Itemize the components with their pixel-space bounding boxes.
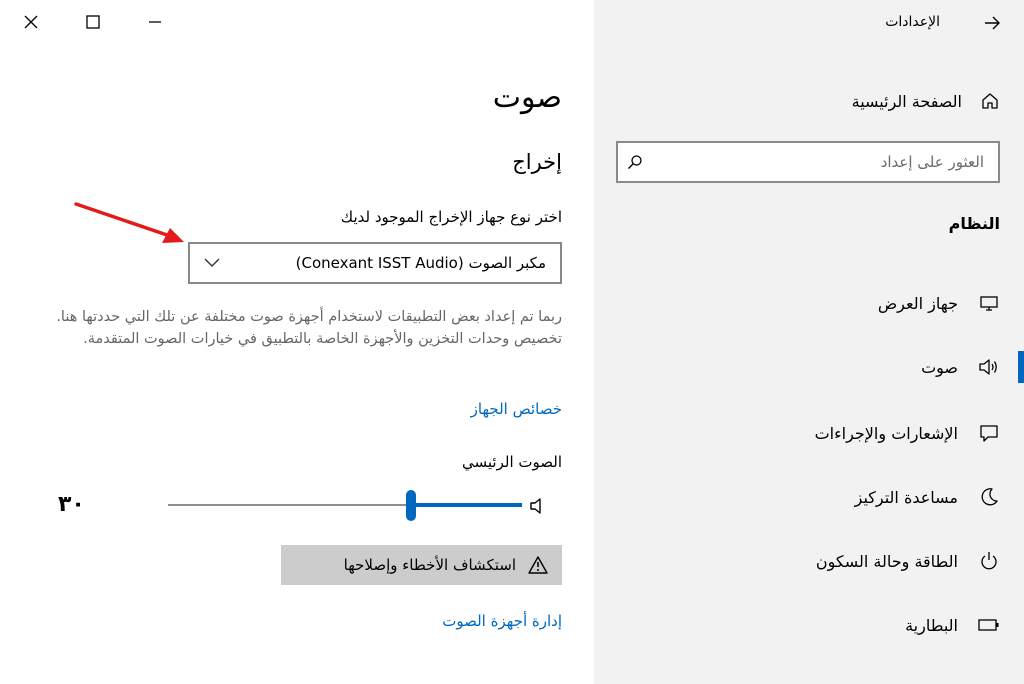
sidebar-item-display[interactable] [594, 278, 1024, 328]
sidebar-item-battery[interactable] [594, 600, 1024, 650]
speaker-icon [978, 356, 1000, 378]
troubleshoot-button[interactable] [281, 545, 562, 585]
power-icon [978, 550, 1000, 572]
device-prompt-label: اختر نوع جهاز الإخراج الموجود لديك [340, 208, 562, 226]
chevron-down-icon [204, 255, 220, 271]
maximize-button[interactable] [82, 11, 104, 33]
sidebar-item-label: الإشعارات والإجراءات [814, 423, 958, 443]
notification-icon [978, 422, 1000, 444]
troubleshoot-label: استكشاف الأخطاء وإصلاحها [343, 556, 516, 574]
close-button[interactable] [20, 11, 42, 33]
sidebar-item-sound[interactable] [594, 342, 1024, 392]
sidebar-item-focus-assist[interactable] [594, 472, 1024, 522]
close-icon [24, 15, 38, 29]
monitor-icon [978, 292, 1000, 314]
warning-icon [528, 555, 548, 575]
home-icon [980, 91, 1000, 111]
sidebar-item-label: مساعدة التركيز [854, 487, 958, 507]
output-device-value: مكبر الصوت (Conexant ISST Audio) [295, 254, 546, 272]
slider-fill [412, 503, 522, 507]
slider-thumb[interactable] [406, 490, 416, 521]
speaker-mute-button[interactable] [528, 495, 550, 517]
search-input[interactable] [652, 143, 998, 181]
search-box[interactable] [616, 141, 1000, 183]
back-button[interactable] [981, 12, 1003, 34]
annotation-arrow-icon [70, 198, 190, 246]
minimize-button[interactable] [144, 11, 166, 33]
system-section-title: النظام [948, 214, 1000, 233]
speaker-icon [528, 495, 550, 517]
sidebar-item-notifications[interactable] [594, 408, 1024, 458]
app-title: الإعدادات [885, 14, 940, 30]
sidebar-item-home[interactable] [600, 87, 1000, 115]
volume-slider[interactable] [168, 490, 522, 522]
sidebar-item-label: البطارية [905, 615, 958, 635]
settings-sidebar [594, 0, 1024, 684]
sidebar-item-label: صوت [921, 357, 958, 377]
volume-value: ٣٠ [58, 492, 85, 517]
manage-sound-devices-link[interactable]: إدارة أجهزة الصوت [442, 612, 562, 630]
search-icon [618, 143, 652, 181]
output-device-dropdown[interactable] [188, 242, 562, 284]
page-title: صوت [492, 80, 562, 115]
maximize-icon [86, 15, 100, 29]
info-text: ربما تم إعداد بعض التطبيقات لاستخدام أجهزة صوت مختلفة عن تلك التي حددتها هنا. تخصيص وحدات التخزين والأجهزة الخاصة بالتطبيق في خيارات الصوت المتقدمة. [56, 309, 562, 347]
sidebar-item-power-sleep[interactable] [594, 536, 1024, 586]
home-label: الصفحة الرئيسية [851, 91, 962, 111]
sidebar-item-label: الطاقة وحالة السكون [815, 551, 958, 571]
moon-icon [978, 486, 1000, 508]
master-volume-label: الصوت الرئيسي [462, 453, 562, 471]
device-properties-link[interactable]: خصائص الجهاز [470, 400, 562, 418]
slider-track [168, 504, 412, 506]
back-arrow-icon [984, 16, 1000, 30]
sidebar-item-label: جهاز العرض [877, 293, 958, 313]
minimize-icon [148, 15, 162, 29]
output-heading: إخراج [512, 150, 562, 174]
battery-icon [978, 614, 1000, 636]
